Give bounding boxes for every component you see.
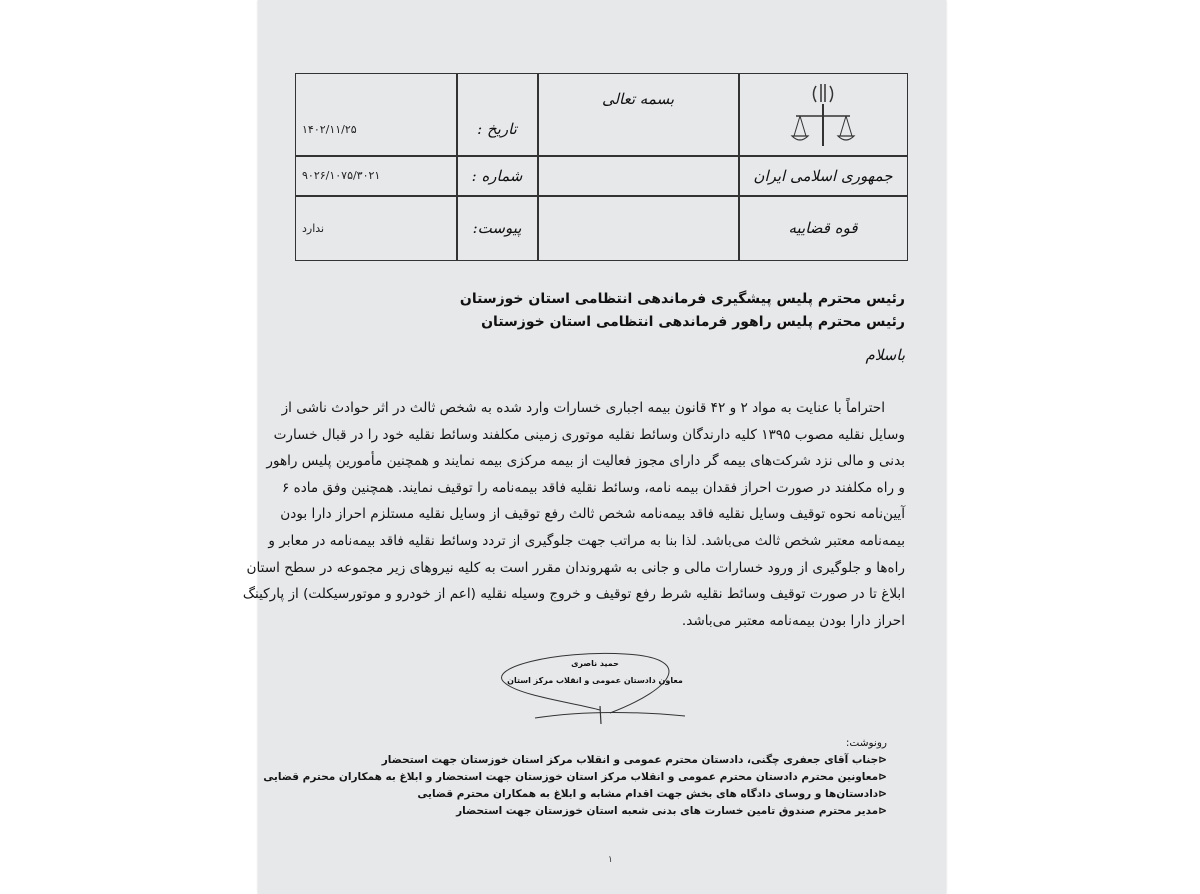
body-line: احتراماً با عنایت به مواد ۲ و ۴۲ قانون بیمه اجباری خسارات وارد شده به شخص ثالث در اثر حوادث ناشی از (281, 400, 885, 416)
cc-item: ⊲مدیر محترم صندوق تامین خسارت های بدنی شعبه استان خوزستان جهت استحضار (456, 805, 887, 817)
cc-item: ⊲دادستان‌ها و روسای دادگاه های بخش جهت اقدام مشابه و ابلاغ به همکاران محترم قضایی (417, 788, 887, 800)
greeting: باسلام (865, 346, 905, 364)
date-value: ۱۴۰۲/۱۱/۲۵ (302, 122, 357, 136)
body-line: احراز دارا بودن بیمه‌نامه معتبر می‌باشد. (681, 612, 905, 629)
body-line: و راه مکلفند در صورت احراز فقدان بیمه نامه، وسائط نقلیه فاقد بیمه‌نامه را توقیف نمایند. همچنین وفق ماده ۶ (281, 479, 905, 496)
cc-title: رونوشت: (845, 737, 887, 749)
cc-item-text: معاونین محترم دادستان محترم عمومی و انقلاب مرکز استان خوزستان جهت استحضار و ابلاغ به همکاران محترم قضایی (263, 771, 879, 783)
letterhead-table (295, 73, 908, 261)
judiciary-emblem (739, 74, 907, 155)
number-label: شماره : (471, 166, 523, 185)
cc-item-text: جناب آقای جعفری چگنی، دادستان محترم عمومی و انقلاب مرکز استان خوزستان جهت استحضار (381, 754, 879, 766)
basmala: بسمه تعالی (601, 90, 675, 108)
signature-block (495, 648, 695, 723)
judiciary-name: قوه قضاییه (788, 219, 858, 237)
country-name: جمهوری اسلامی ایران (753, 166, 893, 185)
number-value: ۹۰۲۶/۱۰۷۵/۳۰۲۱ (302, 169, 381, 182)
body-line: ابلاغ تا در صورت توقیف وسائط نقلیه شرط رفع توقیف و خروج وسیله نقلیه (اعم از خودرو و موتورسیکلت) از پارکینگ (242, 586, 905, 603)
signer-name: حمید ناصری (571, 659, 619, 668)
signer-title: معاون دادستان عمومی و انقلاب مرکز استان (507, 676, 683, 685)
attachment-value: ندارد (302, 221, 325, 235)
body-line: راه‌ها و جلوگیری از ورود خسارات مالی و جانی به شهروندان مقرر است به کلیه نیروهای زیر مجموعه در سطح استان (246, 559, 905, 576)
recipient-2: رئیس محترم پلیس راهور فرماندهی انتظامی استان خوزستان (481, 314, 905, 330)
scales-emblem-icon (788, 80, 858, 150)
letter-body (242, 395, 905, 634)
cc-item-text: مدیر محترم صندوق تامین خسارت های بدنی شعبه استان خوزستان جهت استحضار (456, 805, 879, 817)
cc-item: ⊲جناب آقای جعفری چگنی، دادستان محترم عمومی و انقلاب مرکز استان خوزستان جهت استحضار (381, 754, 887, 766)
body-line: بدنی و مالی نزد شرکت‌های بیمه گر دارای مجوز فعالیت از بیمه مرکزی بیمه نمایند و همچنین مأمورین پلیس راهور (266, 453, 905, 470)
date-label: تاریخ : (477, 120, 517, 138)
cc-item: ⊲معاونین محترم دادستان محترم عمومی و انقلاب مرکز استان خوزستان جهت استحضار و ابلاغ به همکاران محترم قضایی (263, 771, 887, 783)
body-line: بیمه‌نامه معتبر شخص ثالث می‌باشد. لذا بنا به مراتب جهت جلوگیری از تردد وسائط نقلیه فاقد بیمه‌نامه در معابر و (268, 532, 905, 549)
recipient-1: رئیس محترم پلیس پیشگیری فرماندهی انتظامی استان خوزستان (459, 291, 905, 307)
attachment-label: پیوست: (472, 219, 522, 237)
page-number: ۱ (608, 855, 613, 865)
cc-list (263, 735, 887, 820)
cc-item-text: دادستان‌ها و روسای دادگاه های بخش جهت اقدام مشابه و ابلاغ به همکاران محترم قضایی (417, 788, 879, 800)
body-line: آیین‌نامه نحوه توقیف وسایل نقلیه فاقد بیمه‌نامه شخص ثالث رفع توقیف از وسایل نقلیه مستلزم احراز دارا بودن (280, 506, 905, 523)
body-line: وسایل نقلیه مصوب ۱۳۹۵ کلیه دارندگان وسائط نقلیه موتوری زمینی مکلفند وسائط نقلیه خود را در قبال خسارت (273, 426, 905, 443)
